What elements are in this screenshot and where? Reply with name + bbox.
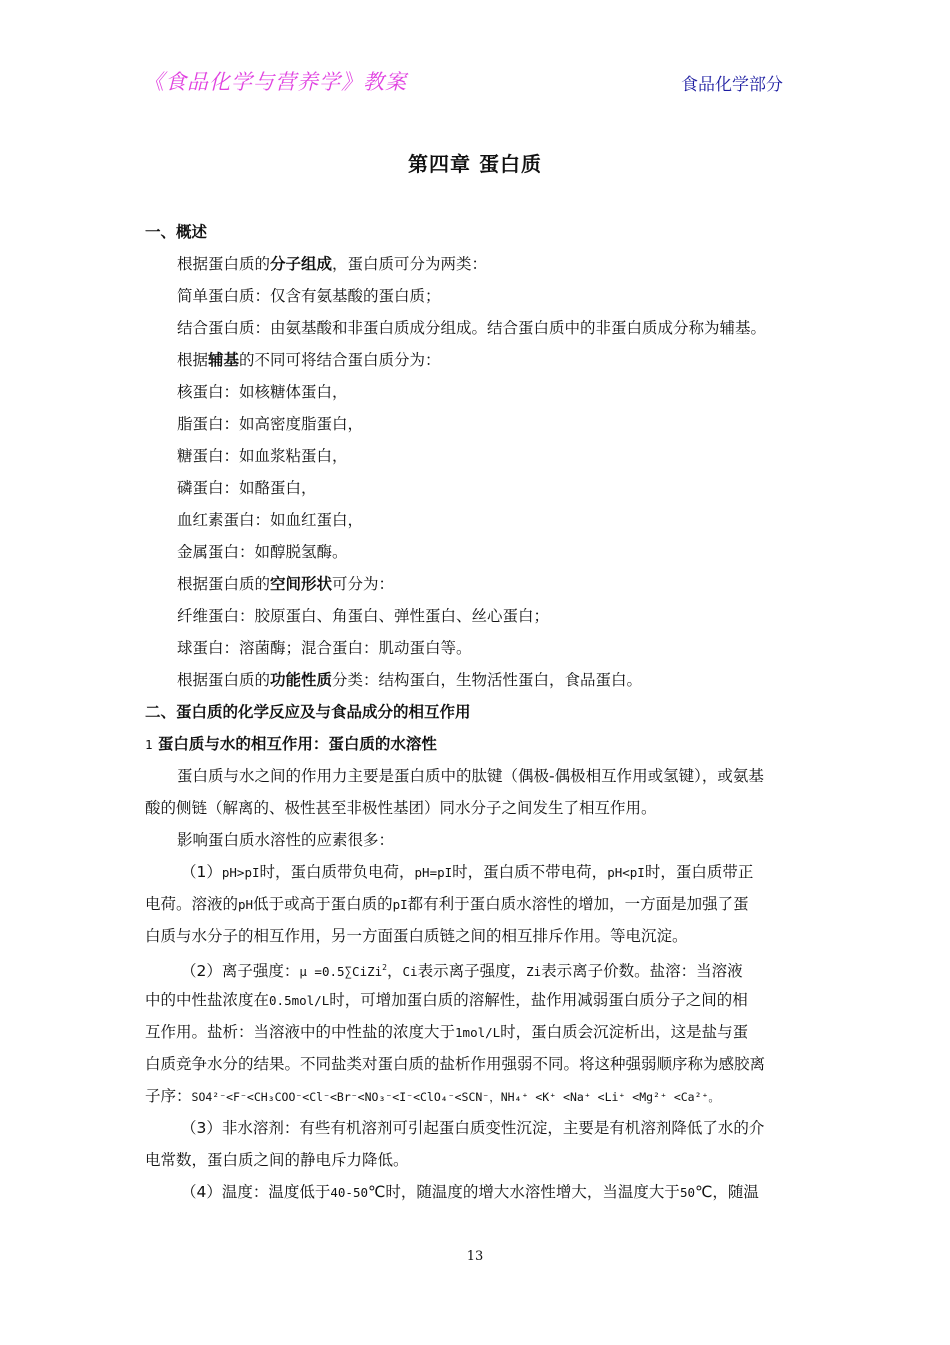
section-heading-overview: 一、概述 bbox=[145, 223, 208, 241]
paragraph-line: 简单蛋白质：仅含有氨基酸的蛋白质； bbox=[177, 287, 441, 305]
paragraph-line: 金属蛋白：如醇脱氢酶。 bbox=[177, 543, 348, 561]
paragraph-line: 电荷。溶液的pH低于或高于蛋白质的pI都有利于蛋白质水溶性的增加，一方面是加强了蛋 bbox=[145, 895, 749, 913]
list-item-temperature: （4）温度：温度低于40-50℃时，随温度的增大水溶性增大，当温度大于50℃，随温 bbox=[181, 1183, 759, 1201]
paragraph-line: 根据蛋白质的分子组成，蛋白质可分为两类： bbox=[177, 255, 488, 273]
paragraph-line: 白质竞争水分的结果。不同盐类对蛋白质的盐析作用强弱不同。将这种强弱顺序称为感胶离 bbox=[145, 1055, 766, 1073]
paragraph-line: 根据蛋白质的空间形状可分为： bbox=[177, 575, 395, 593]
paragraph-line: 互作用。盐析：当溶液中的中性盐的浓度大于1mol/L时，蛋白质会沉淀析出，这是盐与蛋 bbox=[145, 1023, 749, 1041]
paragraph-line: 血红素蛋白：如血红蛋白， bbox=[177, 511, 364, 529]
book-title-header: 《食品化学与营养学》教案 bbox=[143, 70, 407, 94]
list-item-nonaqueous-solvent: （3）非水溶剂：有些有机溶剂可引起蛋白质变性沉淀，主要是有机溶剂降低了水的介 bbox=[181, 1119, 765, 1137]
paragraph-line: 影响蛋白质水溶性的应素很多： bbox=[177, 831, 395, 849]
paragraph-line: 球蛋白：溶菌酶；混合蛋白：肌动蛋白等。 bbox=[177, 639, 472, 657]
subsection-heading: 1 蛋白质与水的相互作用：蛋白质的水溶性 bbox=[145, 735, 437, 753]
paragraph-line: 纤维蛋白：胶原蛋白、角蛋白、弹性蛋白、丝心蛋白； bbox=[177, 607, 550, 625]
paragraph-line: 子序：SO4²⁻<F⁻<CH₃COO⁻<Cl⁻<Br⁻<NO₃⁻<I⁻<ClO₄⁻<SCN⁻，NH₄⁺ <K⁺ <Na⁺ <Li⁺ <Mg²⁺ <Ca²⁺。 bbox=[145, 1087, 720, 1105]
paragraph-line: 蛋白质与水之间的作用力主要是蛋白质中的肽键（偶极-偶极相互作用或氢键），或氨基 bbox=[177, 767, 764, 785]
part-header: 食品化学部分 bbox=[681, 75, 783, 95]
paragraph-line: 脂蛋白：如高密度脂蛋白， bbox=[177, 415, 364, 433]
section-heading-reactions: 二、蛋白质的化学反应及与食品成分的相互作用 bbox=[145, 703, 471, 721]
page-number: 13 bbox=[466, 1249, 484, 1264]
paragraph-line: 根据蛋白质的功能性质分类：结构蛋白，生物活性蛋白，食品蛋白。 bbox=[177, 671, 643, 689]
chapter-title: 第四章 蛋白质 bbox=[408, 152, 542, 176]
paragraph-line: 糖蛋白：如血浆粘蛋白， bbox=[177, 447, 348, 465]
paragraph-line: 电常数，蛋白质之间的静电斥力降低。 bbox=[145, 1151, 409, 1169]
list-item-ionic-strength: （2）离子强度：μ =0.5∑CiZi$^2$，Ci表示离子强度，Zi表示离子价数。盐溶：当溶液 bbox=[181, 962, 743, 981]
paragraph-line: 核蛋白：如核糖体蛋白， bbox=[177, 383, 348, 401]
paragraph-line: 根据辅基的不同可将结合蛋白质分为： bbox=[177, 351, 441, 369]
list-item-ph: （1）pH>pI时，蛋白质带负电荷，pH=pI时，蛋白质不带电荷，pH<pI时，蛋白质带正 bbox=[181, 863, 754, 881]
paragraph-line: 酸的侧链（解离的、极性甚至非极性基团）同水分子之间发生了相互作用。 bbox=[145, 799, 657, 817]
paragraph-line: 中的中性盐浓度在0.5mol/L时，可增加蛋白质的溶解性，盐作用减弱蛋白质分子之间的相 bbox=[145, 991, 748, 1009]
paragraph-line: 磷蛋白：如酪蛋白， bbox=[177, 479, 317, 497]
paragraph-line: 白质与水分子的相互作用，另一方面蛋白质链之间的相互排斥作用。等电沉淀。 bbox=[145, 927, 688, 945]
paragraph-line: 结合蛋白质：由氨基酸和非蛋白质成分组成。结合蛋白质中的非蛋白质成分称为辅基。 bbox=[177, 319, 767, 337]
